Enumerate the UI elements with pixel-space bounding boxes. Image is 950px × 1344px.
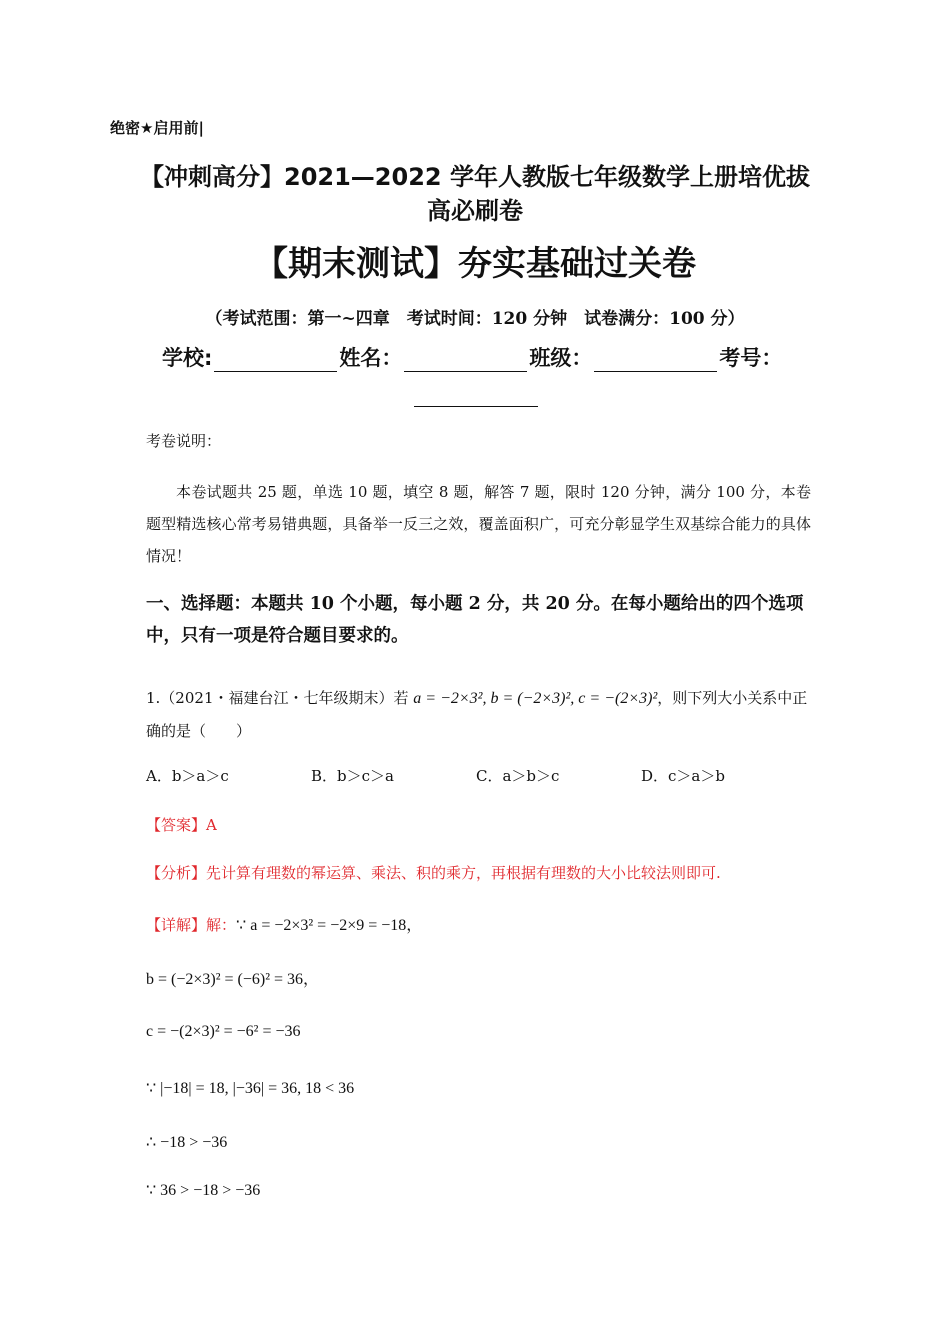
step-4: ∵ |−18| = 18, |−36| = 36, 18 < 36 — [146, 1080, 355, 1097]
question-1-stem — [146, 682, 811, 747]
school-label: 学校: — [162, 346, 213, 370]
answer-label: 【答案】 — [146, 816, 207, 834]
student-info-fields — [162, 342, 782, 372]
question-1-formula: a = −2×3², b = (−2×3)², c = −(2×3)² — [413, 690, 658, 707]
detail-line — [146, 912, 422, 935]
instructions-label: 考卷说明： — [146, 432, 222, 450]
step-1: ∵ a = −2×3² = −2×9 = −18， — [236, 917, 423, 934]
step-3: c = −(2×3)² = −6² = −36 — [146, 1023, 301, 1040]
analysis-label: 【分析】 — [146, 864, 207, 882]
number-label: 考号： — [719, 346, 783, 370]
paper-title-line1b: 高必刷卷 — [427, 197, 523, 225]
paper-subtitle: 【期末测试】夯实基础过关卷 — [254, 244, 696, 284]
class-label: 班级： — [529, 346, 593, 370]
question-1-options — [146, 765, 826, 786]
question-1-suffix: ，则下列大小关系中正确的是（ ） — [146, 689, 808, 740]
step-5: ∴ −18 > −36 — [146, 1134, 228, 1151]
question-1-prefix: 1.（2021・福建台江・七年级期末）若 — [146, 689, 414, 707]
analysis-line — [146, 862, 721, 883]
detail-prefix: 解： — [206, 916, 237, 934]
name-blank[interactable] — [404, 349, 527, 372]
option-c[interactable]: C．a＞b＞c — [476, 767, 560, 785]
answer-value: A — [206, 816, 217, 834]
exam-info: （考试范围：第一~四章 考试时间：120 分钟 试卷满分：100 分） — [205, 309, 745, 329]
class-blank[interactable] — [594, 349, 717, 372]
answer-line — [146, 814, 217, 835]
section-title: 一、选择题：本题共 10 个小题，每小题 2 分，共 20 分。在每小题给出的四个选项中，只有一项是符合题目要求的。 — [146, 594, 804, 646]
paper-title-line1: 【冲刺高分】2021—2022 学年人教版七年级数学上册培优拔 — [140, 163, 810, 191]
school-blank[interactable] — [214, 349, 337, 372]
detail-label: 【详解】 — [146, 916, 207, 934]
step-2: b = (−2×3)² = (−6)² = 36， — [146, 971, 320, 988]
option-d[interactable]: D．c＞a＞b — [641, 767, 725, 785]
option-a[interactable]: A．b＞a＞c — [146, 767, 229, 785]
analysis-text: 先计算有理数的幂运算、乘法、积的乘方，再根据有理数的大小比较法则即可. — [206, 864, 721, 882]
paper-title — [0, 160, 950, 228]
name-label: 姓名： — [339, 346, 403, 370]
instructions-text: 本卷试题共 25 题，单选 10 题，填空 8 题，解答 7 题，限时 120 分钟，满分 100 分，本卷题型精选核心常考易错典题，具备举一反三之效，覆盖面积广，可充分彰显学生双基综合能力的具体情况！ — [146, 483, 811, 565]
step-6: ∵ 36 > −18 > −36 — [146, 1182, 261, 1199]
option-b[interactable]: B．b＞c＞a — [311, 767, 394, 785]
number-blank[interactable] — [414, 384, 538, 407]
secret-mark: 绝密★启用前| — [110, 119, 204, 137]
